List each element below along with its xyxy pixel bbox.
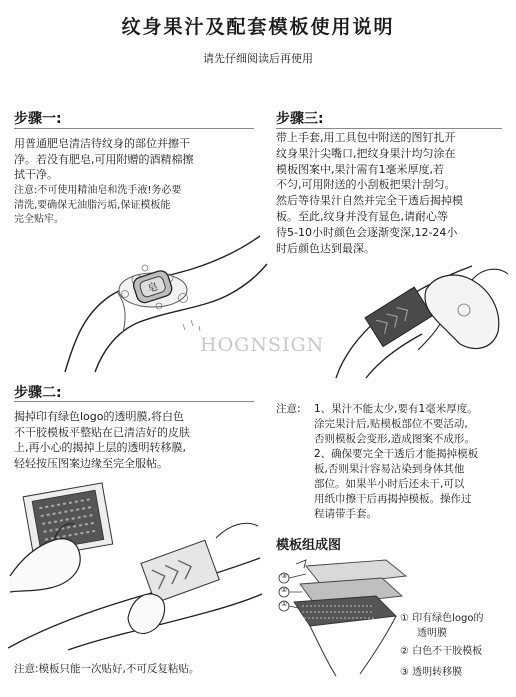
step1-note-line: 注意:不可使用精油皂和洗手液!务必要 [14,185,182,196]
step1-note-line: 清洗,要确保无油脂污垢,保证模板能 [14,199,171,211]
notes-line: 涂完果汁后,贴模板部位不要活动, [314,418,468,430]
page-subtitle: 请先仔细阅读后再使用 [203,52,313,65]
step3-body [276,130,512,256]
step2-underline [14,401,254,402]
step2-note: 注意:模板只能一次贴好,不可反复粘贴。 [14,663,200,675]
notes-line: 程请带手套。 [314,508,377,520]
callout-3: ③ [281,572,288,580]
notes-line: 否则模板会变形,造成图案不成形。 [314,433,475,445]
legend-num: ③ [400,667,409,678]
diagram-title: 模板组成图 [276,538,342,553]
legend-label: 印有绿色logo的 [412,613,484,624]
step3-underline [276,128,502,129]
applying-juice-illustration [322,262,512,380]
notes-body [314,402,512,522]
step3-body-line: 带上手套,用工具包中附送的图钉扎开 [276,131,456,144]
step3-body-line: 纹身果汁尖嘴口,把纹身果汁均匀涂在 [276,146,456,160]
svg-text:皂: 皂 [146,281,160,295]
step1-body [14,136,264,183]
legend-label: 白色不干胶模板 [412,646,483,657]
step2-body [14,409,266,471]
notes-label: 注意: [276,403,301,415]
step1-underline [14,128,254,129]
step3-body-line: 待5-10小时颜色会逐渐变深,12-24小 [276,225,458,239]
step3-body-line: 不匀,可用附送的小刮板把果汁刮匀。 [276,178,456,192]
step1-body-line: 用普通肥皂清洁待纹身的部位并擦干 [14,137,190,150]
legend-item-2 [400,645,482,659]
stencil-layers-diagram [276,556,416,678]
notes-line: 2、确保要完全干透后才能揭掉模板 [314,448,479,460]
peeling-stencil-illustration [8,480,263,652]
step2-body-line: 上,再小心的揭掉上层的透明转移膜, [14,441,186,454]
watermark: HOGNSIGN [200,334,325,356]
step1-body-line: 拭干净。 [14,168,58,181]
legend-num: ① [400,613,409,624]
step3-body-line: 时后颜色达到最深。 [276,241,375,255]
legend-num: ② [400,646,409,657]
step1-body-line: 净。若没有肥皂,可用附赠的酒精棉擦 [14,152,194,166]
callout-1: ① [281,600,288,608]
notes-line: 1、果汁不能太少,要有1毫米厚度。 [314,403,478,415]
legend-item-1-cont: 透明膜 [417,628,447,639]
step2-body-line: 揭掉印有绿色logo的透明膜,将白色 [14,410,184,423]
callout-2: ② [281,586,288,594]
step2-title: 步骤二: [14,385,62,401]
step3-body-line: 板。至此,纹身并没有显色,请耐心等 [276,209,448,223]
step3-title: 步骤三: [276,111,324,127]
legend-item-3 [400,666,462,680]
step1-note-line: 完全贴牢。 [14,214,64,225]
step1-title: 步骤一: [14,111,62,127]
step2-body-line: 不干胶模板平整贴在已清洁好的皮肤 [14,425,190,439]
notes-line: 板,否则果汁容易沾染到身体其他 [314,463,465,475]
step2-body-line: 轻轻按压图案边缘至完全服帖。 [14,456,168,470]
step1-note [14,184,264,228]
notes-line: 部位。如果半小时后还未干,可以 [314,478,465,490]
page-title: 纹身果汁及配套模板使用说明 [121,16,395,38]
step3-body-line: 然后等待果汁自然并完全干透后揭掉模 [276,194,463,208]
step3-body-line: 模板图案中,果汁需有1毫米厚度,若 [276,162,444,176]
legend-item-1 [400,612,484,626]
legend-label: 透明转移膜 [412,667,463,678]
notes-line: 用纸巾擦干后再揭掉模板。操作过 [314,493,472,505]
